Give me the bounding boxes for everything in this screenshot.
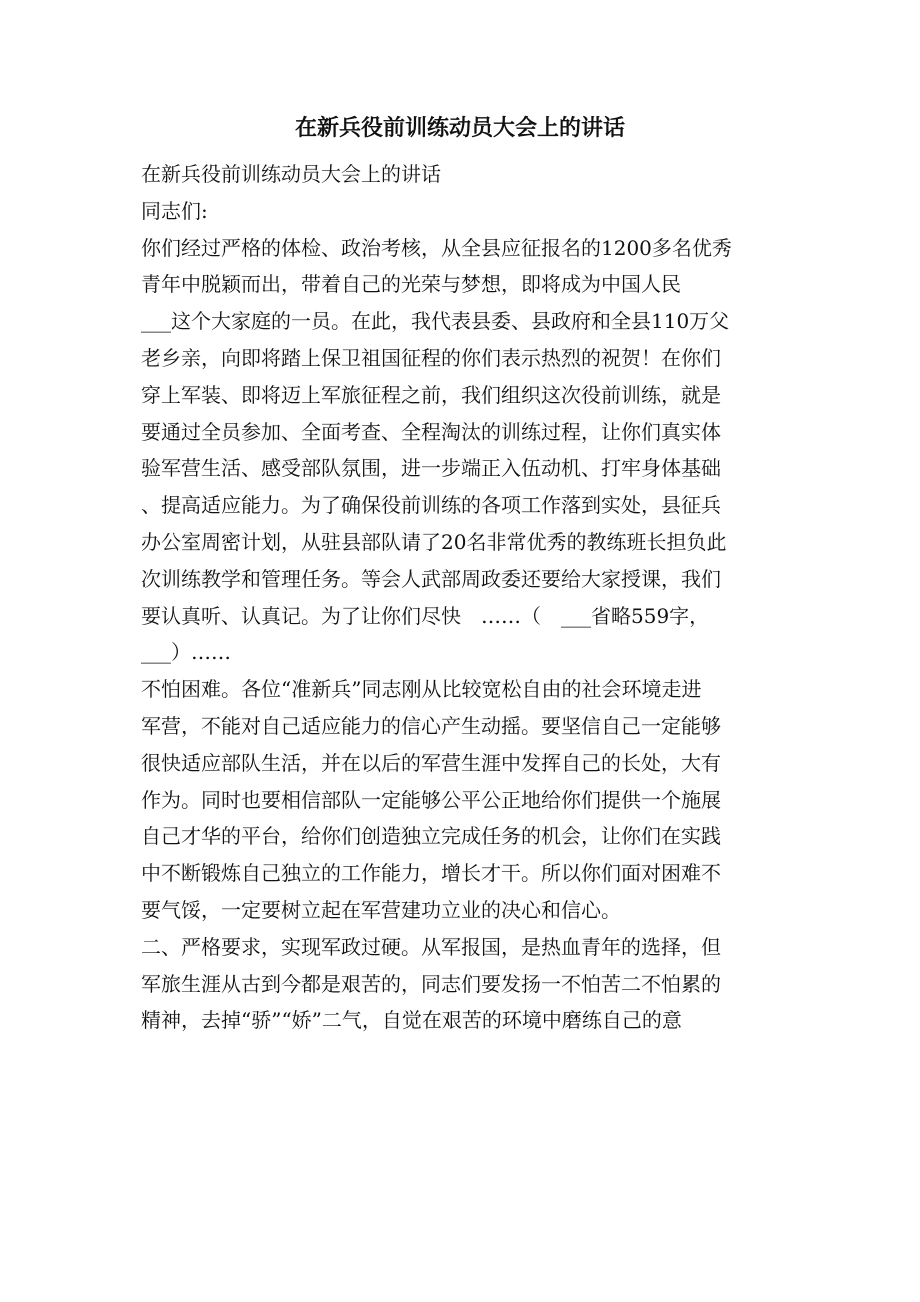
body-line: 精神，去掉“骄”“娇”二气，自觉在艰苦的环境中磨练自己的意 (141, 1008, 682, 1033)
body-line: 你们经过严格的体检、政治考核，从全县应征报名的1200多名优秀 (141, 235, 732, 260)
body-line: 要认真听、认真记。为了让你们尽快 ……（ ___省略559字， (141, 603, 710, 628)
body-line: 穿上军装、即将迈上军旅征程之前，我们组织这次役前训练，就是 (141, 382, 721, 407)
body-line: 、提高适应能力。为了确保役前训练的各项工作落到实处，县征兵 (141, 493, 721, 518)
body-line: 中不断锻炼自己独立的工作能力，增长才干。所以你们面对困难不 (141, 861, 721, 886)
body-line: 老乡亲，向即将踏上保卫祖国征程的你们表示热烈的祝贺！在你们 (141, 345, 721, 370)
body-line: 同志们: (141, 198, 208, 223)
body-line: 次训练教学和管理任务。等会人武部周政委还要给大家授课，我们 (141, 566, 721, 591)
body-line: 二、严格要求，实现军政过硬。从军报国，是热血青年的选择，但 (141, 934, 721, 959)
body-line: 要通过全员参加、全面考查、全程淘汰的训练过程，让你们真实体 (141, 419, 721, 444)
body-line: 要气馁，一定要树立起在军营建功立业的决心和信心。 (141, 897, 621, 922)
body-line: 办公室周密计划，从驻县部队请了20名非常优秀的教练班长担负此 (141, 529, 727, 554)
body-line: 很快适应部队生活，并在以后的军营生涯中发挥自己的长处，大有 (141, 750, 721, 775)
document-title: 在新兵役前训练动员大会上的讲话 (294, 115, 625, 141)
document-body (141, 156, 781, 1039)
body-line: 青年中脱颖而出，带着自己的光荣与梦想，即将成为中国人民 (141, 272, 681, 297)
body-line: ___）…… (141, 640, 231, 665)
body-line: 验军营生活、感受部队氛围，进一步端正入伍动机、打牢身体基础 (141, 456, 721, 481)
body-line: 军旅生涯从古到今都是艰苦的，同志们要发扬一不怕苦二不怕累的 (141, 971, 721, 996)
body-line: 军营，不能对自己适应能力的信心产生动摇。要坚信自己一定能够 (141, 713, 721, 738)
body-line: 作为。同时也要相信部队一定能够公平公正地给你们提供一个施展 (141, 787, 721, 812)
body-line: 在新兵役前训练动员大会上的讲话 (141, 162, 441, 186)
body-line: 不怕困难。各位“准新兵”同志刚从比较宽松自由的社会环境走进 (141, 677, 702, 702)
body-line: 自己才华的平台，给你们创造独立完成任务的机会，让你们在实践 (141, 824, 721, 849)
body-line: ___这个大家庭的一员。在此，我代表县委、县政府和全县110万父 (141, 309, 730, 334)
